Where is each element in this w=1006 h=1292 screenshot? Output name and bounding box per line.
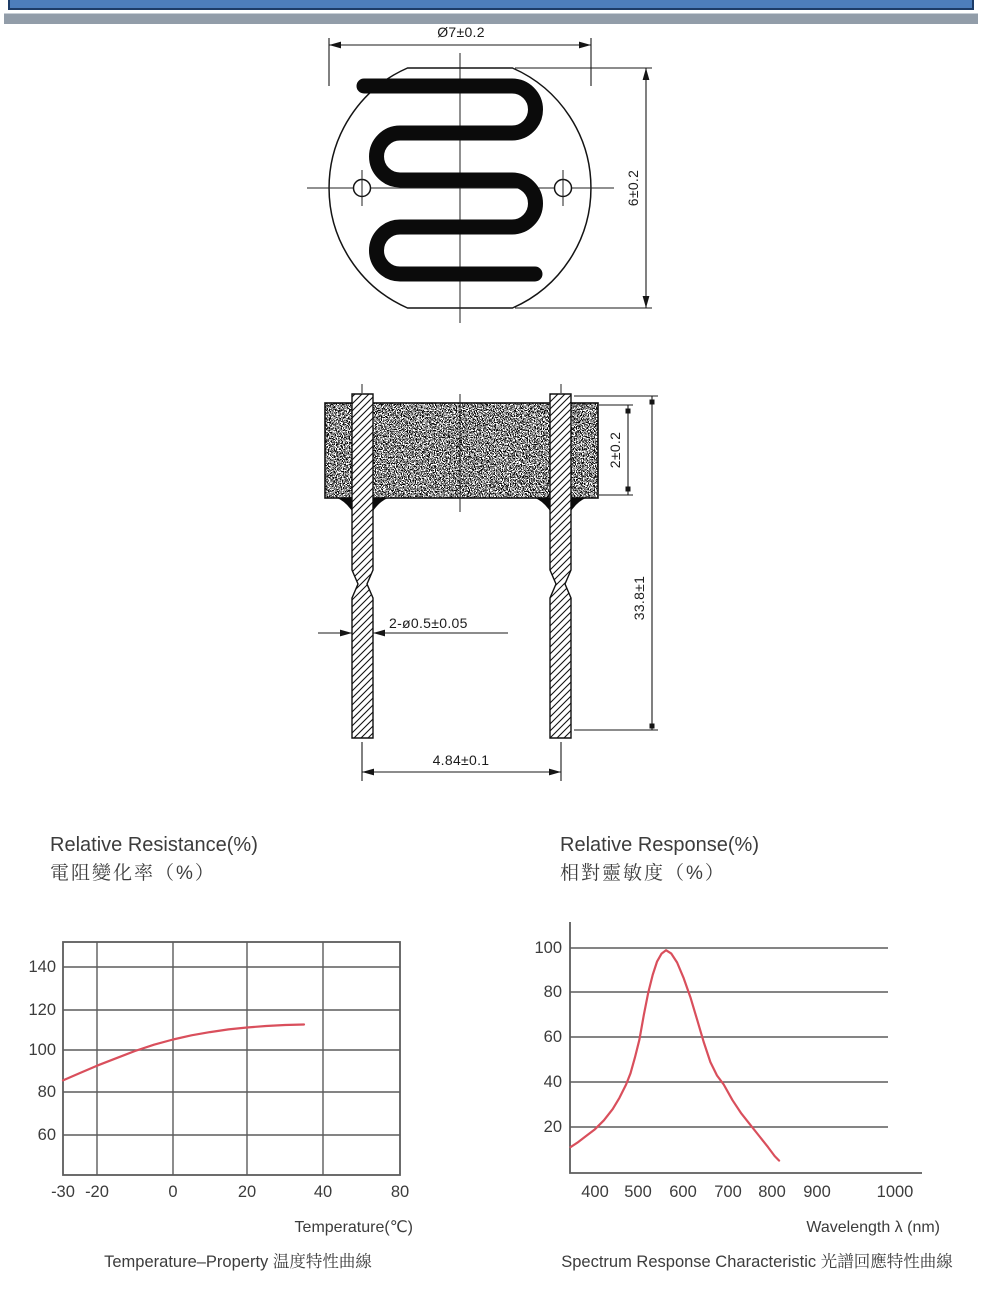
svg-text:1000: 1000: [876, 1183, 914, 1201]
dim-arrow: [643, 68, 650, 80]
svg-text:80: 80: [543, 983, 562, 1001]
side-view-drawing: [318, 384, 658, 781]
svg-text:100: 100: [28, 1041, 56, 1059]
svg-text:120: 120: [28, 1001, 56, 1019]
solder-fillet: [337, 498, 352, 511]
axes: [570, 922, 922, 1173]
chart-caption: Spectrum Response Characteristic 光譜回應特性曲線: [561, 1253, 953, 1271]
dim-arrow: [549, 769, 561, 776]
svg-text:0: 0: [168, 1183, 178, 1201]
dim-arrow: [373, 630, 385, 637]
svg-text:20: 20: [237, 1183, 257, 1201]
dim-label-height: 6±0.2: [625, 169, 641, 207]
svg-text:40: 40: [543, 1073, 562, 1091]
svg-text:80: 80: [37, 1083, 56, 1101]
chart-title-zh: 相對靈敏度（%）: [560, 863, 726, 884]
horizontal-gridlines: [63, 967, 400, 1135]
dim-square-terminator: [650, 724, 655, 729]
svg-text:80: 80: [390, 1183, 410, 1201]
dim-square-terminator: [626, 409, 631, 414]
vertical-gridlines: [97, 942, 323, 1175]
x-axis-tick-labels: [51, 1183, 409, 1201]
dim-label-lead-diameter: 2-ø0.5±0.05: [389, 615, 468, 631]
x-axis-tick-labels: [581, 1183, 913, 1201]
svg-text:600: 600: [669, 1183, 697, 1201]
chart-title: Relative Response(%): [560, 834, 759, 856]
svg-text:100: 100: [534, 939, 562, 957]
left-lead: [352, 384, 373, 738]
dim-label-lead-pitch: 4.84±0.1: [432, 752, 490, 768]
dim-arrow: [579, 42, 591, 49]
x-axis-label: Temperature(℃): [294, 1219, 413, 1236]
svg-text:-30: -30: [51, 1183, 75, 1201]
chart-title-zh: 電阻變化率（%）: [50, 863, 216, 884]
solder-fillet: [535, 498, 550, 511]
solder-fillet: [373, 498, 388, 511]
svg-text:900: 900: [803, 1183, 831, 1201]
y-axis-tick-labels: [534, 939, 562, 1136]
dim-arrow: [329, 42, 341, 49]
temperature-curve: [63, 1025, 304, 1081]
svg-text:800: 800: [758, 1183, 786, 1201]
svg-text:-20: -20: [85, 1183, 109, 1201]
x-axis-label: Wavelength λ (nm): [806, 1219, 940, 1236]
svg-text:700: 700: [714, 1183, 742, 1201]
spectral-response-curve: [571, 950, 780, 1160]
svg-text:400: 400: [581, 1183, 609, 1201]
svg-text:140: 140: [28, 958, 56, 976]
dim-square-terminator: [650, 400, 655, 405]
svg-text:40: 40: [313, 1183, 333, 1201]
svg-text:20: 20: [543, 1118, 562, 1136]
dim-arrow: [340, 630, 352, 637]
dim-label-overall-length: 33.8±1: [631, 575, 647, 621]
svg-text:500: 500: [624, 1183, 652, 1201]
spectrum-chart: [534, 834, 953, 1271]
dim-arrow: [643, 296, 650, 308]
dim-label-diameter: Ø7±0.2: [437, 24, 485, 40]
y-axis-tick-labels: [28, 958, 56, 1144]
top-view-drawing: [307, 24, 652, 323]
chart-caption: Temperature–Property 温度特性曲線: [104, 1253, 372, 1271]
solder-fillet: [571, 498, 586, 511]
dim-square-terminator: [626, 487, 631, 492]
dim-arrow: [362, 769, 374, 776]
chart-title: Relative Resistance(%): [50, 834, 258, 856]
svg-text:60: 60: [37, 1126, 56, 1144]
svg-text:60: 60: [543, 1028, 562, 1046]
right-lead: [550, 384, 571, 738]
dim-label-thickness: 2±0.2: [607, 431, 623, 469]
temperature-chart: [28, 834, 413, 1271]
